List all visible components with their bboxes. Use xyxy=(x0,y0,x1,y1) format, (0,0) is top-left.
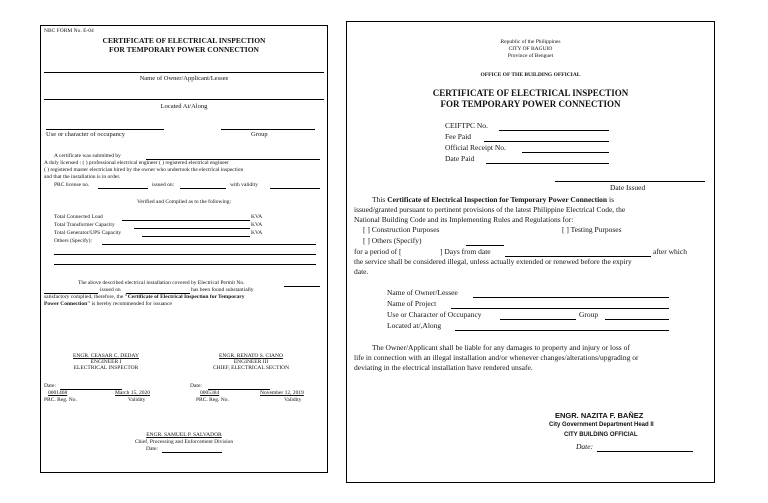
owner-label: Name of Owner/Applicant/Lessee xyxy=(139,75,229,82)
sig1-date-line[interactable] xyxy=(60,389,122,390)
office-heading: OFFICE OF THE BUILDING OFFICIAL xyxy=(480,72,581,78)
sig2-prc-label: PRC. Reg. No. xyxy=(196,397,229,403)
sig1-date-label: Date: xyxy=(44,383,56,389)
sig2-title1: ENGINEER III xyxy=(233,359,269,365)
official-name: ENGR. NAZITA F. BAÑEZ xyxy=(555,411,644,420)
duly-licensed-line2: ( ) registered master electrician hired by the owner who undertook the electrical inspection xyxy=(44,167,244,173)
right-title-line2: FOR TEMPORARY POWER CONNECTION xyxy=(440,99,621,109)
sig2-title2: CHIEF, ELECTRICAL SECTION xyxy=(212,365,290,371)
project-line[interactable] xyxy=(451,308,669,309)
illegal-line: the service shall be considered illegal, unless actually extended or renewed before the expiry xyxy=(354,257,632,266)
others-line3[interactable] xyxy=(54,264,316,265)
project-label: Name of Project xyxy=(387,299,437,308)
prc-license-line[interactable] xyxy=(98,188,148,189)
official-title2: CITY BUILDING OFFICIAL xyxy=(564,432,638,438)
sig3-name: ENGR. SAMUEL P. SALVADOR xyxy=(146,432,222,438)
period-label-b: ] Days from date xyxy=(440,247,491,256)
body-is: is xyxy=(608,195,614,204)
para-satisfactory-text: satisfactory complied, therefore, the xyxy=(44,294,124,300)
sig2-name: ENGR. RENATO S. CIANO xyxy=(219,353,283,359)
sig2-reg-no: 0005384 xyxy=(200,390,220,396)
submitted-by-label: A certificate was submitted by xyxy=(54,153,121,159)
sig2-validity-date: November 12, 2019 xyxy=(260,390,304,396)
official-receipt-line[interactable] xyxy=(522,152,609,153)
others-line2[interactable] xyxy=(54,254,316,255)
transformer-unit: KVA xyxy=(251,222,263,228)
form-number: NBC FORM No. E-04 xyxy=(44,28,94,34)
para-satisfactory xyxy=(44,294,244,300)
sig3-title: Chief, Processing and Enforcement Division xyxy=(134,439,234,445)
owner-lessee-label: Name of Owner/Lessee xyxy=(387,288,458,297)
generator-unit: KVA xyxy=(251,230,263,236)
use-label: Use or character of occupancy xyxy=(46,131,126,138)
body-line2: issued/granted pursuant to pertinent provisions of the latest Philippine Electrical Code, the xyxy=(354,205,626,214)
left-form-page xyxy=(38,22,330,476)
use-occupancy-line[interactable] xyxy=(500,319,576,320)
prc-issued-label: issued on: xyxy=(152,182,175,188)
connected-load-unit: KVA xyxy=(251,214,263,220)
sig1-reg-no: 0001468 xyxy=(48,390,68,396)
prc-validity-line[interactable] xyxy=(270,188,320,189)
period-label-a: for a period of [ xyxy=(354,247,402,256)
para-cert-title: "Certificate of Electrical Inspection for Temporary xyxy=(124,294,245,300)
republic-heading: Republic of the Philippines xyxy=(500,39,561,45)
verified-heading: Verified and Complied as to the following: xyxy=(136,199,232,205)
others-specify-line[interactable] xyxy=(466,245,504,246)
liability-line1: The Owner/Applicant shall be liable for any damages to property and injury or loss of xyxy=(372,343,630,352)
construction-purposes-option[interactable]: [ ] Construction Purposes xyxy=(363,225,440,234)
date-issued-line[interactable] xyxy=(555,181,705,182)
owner-lessee-line[interactable] xyxy=(473,297,669,298)
left-title-line2: FOR TEMPORARY POWER CONNECTION xyxy=(109,45,259,54)
sig3-date-label: Date: xyxy=(146,446,158,452)
fee-paid-line[interactable] xyxy=(484,141,609,142)
liability-line3: deviating in the electrical installation have rendered unsafe. xyxy=(354,363,533,372)
transformer-label: Total Transformer Capacity xyxy=(54,222,115,228)
prc-license-label: PRC license no. xyxy=(54,182,90,188)
right-form-page xyxy=(346,21,715,483)
body-this: This xyxy=(372,195,386,204)
left-title-line1: CERTIFICATE OF ELECTRICAL INSPECTION xyxy=(102,36,266,45)
sig2-date-label: Date: xyxy=(190,383,202,389)
others-specify-option[interactable]: [ ] Others (Specify) xyxy=(363,236,422,245)
connected-load-line[interactable] xyxy=(122,220,250,221)
liability-line2: life in connection with an illegal installation and/or whenever changes/alterations/upgrading or xyxy=(354,353,639,362)
city-heading: CITY OF BAGUIO xyxy=(508,46,553,52)
transformer-line[interactable] xyxy=(134,228,250,229)
duly-licensed-line3: and that the installation is in order. xyxy=(44,174,121,180)
generator-label: Total Generator/UPS Capacity xyxy=(54,230,122,236)
prc-validity-label: with validity xyxy=(230,182,258,188)
left-form-border xyxy=(40,25,328,473)
province-heading: Province of Benguet xyxy=(507,53,554,59)
group-line[interactable] xyxy=(221,129,315,130)
located-label: Located At/Along xyxy=(160,103,208,110)
others-line1[interactable] xyxy=(102,244,316,245)
permit-no-line[interactable] xyxy=(284,286,320,287)
para-power xyxy=(44,301,172,307)
para-issued: issued on xyxy=(100,287,121,293)
right-group-label: Group xyxy=(579,310,599,319)
right-group-line[interactable] xyxy=(605,319,669,320)
owner-line[interactable] xyxy=(44,72,324,73)
group-label: Group xyxy=(251,131,268,138)
use-line[interactable] xyxy=(46,129,164,130)
sig1-validity-label: Validity xyxy=(128,397,146,403)
para-recommended: is hereby recommended for issuance xyxy=(91,301,172,307)
date-paid-label: Date Paid xyxy=(445,154,475,163)
para-power-bold: Power Connection" xyxy=(44,301,91,307)
use-occupancy-label: Use or Character of Occupancy xyxy=(387,310,482,319)
official-date-label: Date: xyxy=(576,442,594,451)
ceiftpc-label: CEIFTPC No. xyxy=(445,121,488,130)
fee-paid-label: Fee Paid xyxy=(445,132,472,141)
para-found: has been found substantially xyxy=(191,287,254,293)
body-cert-bold: Certificate of Electrical Inspection for Temporary Power Connection xyxy=(387,195,608,204)
others-label: Others (Specify): xyxy=(54,238,93,244)
period-label-c: after which xyxy=(653,247,687,256)
date-word: date. xyxy=(354,267,369,276)
duly-licensed-line1: A duly licensed : ( ) professional electrical engineer ( ) registered electrical engineer xyxy=(44,160,229,166)
sig2-validity-label: Validity xyxy=(284,397,302,403)
sig1-title2: ELECTRICAL INSPECTOR xyxy=(73,365,139,371)
right-title-line1: CERTIFICATE OF ELECTRICAL INSPECTION xyxy=(432,88,629,98)
located-line[interactable] xyxy=(44,99,324,100)
official-receipt-label: Official Receipt No. xyxy=(445,143,506,152)
sig1-title1: ENGINEER I xyxy=(90,359,122,365)
sig1-prc-label: PRC. Reg. No. xyxy=(44,397,77,403)
sig1-name: ENGR. CEASAR C. DEDAY xyxy=(73,353,139,359)
date-paid-line[interactable] xyxy=(486,163,609,164)
located-along-line[interactable] xyxy=(455,330,669,331)
date-issued-label: Date Issued xyxy=(610,183,646,192)
connected-load-label: Total Connected Load xyxy=(54,214,103,220)
body-first-line xyxy=(372,195,614,204)
located-along-label: Located at/,Along xyxy=(387,321,442,330)
testing-purposes-option[interactable]: [ ] Testing Purposes xyxy=(562,225,622,234)
generator-line[interactable] xyxy=(142,236,250,237)
sig1-validity-date: March 15, 2020 xyxy=(115,390,150,396)
ceiftpc-line[interactable] xyxy=(499,130,609,131)
body-line3: National Building Code and its Implementing Rules and Regulations for: xyxy=(354,215,574,224)
para-above: The above described electrical installation covered by Electrical Permit No. xyxy=(78,280,245,286)
official-date-line[interactable] xyxy=(597,451,693,452)
official-title1: City Government Department Head II xyxy=(549,422,654,428)
prc-issued-line[interactable] xyxy=(180,188,226,189)
sig3-date-line[interactable] xyxy=(162,452,222,453)
